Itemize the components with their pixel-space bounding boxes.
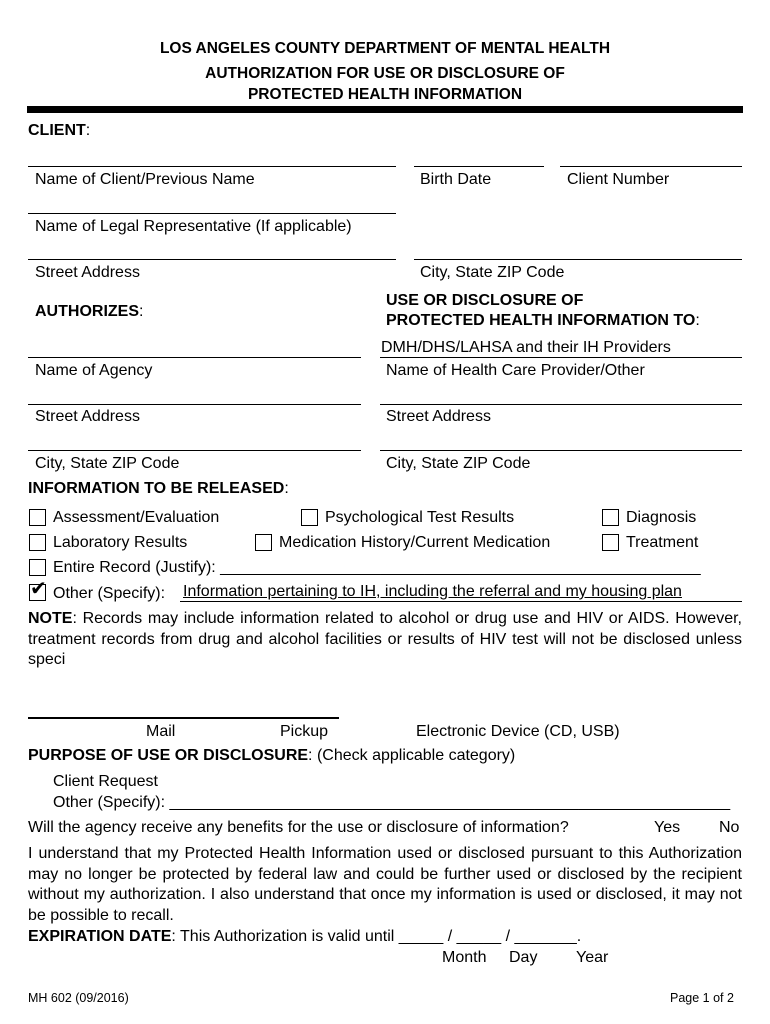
assessment-label: Assessment/Evaluation — [53, 509, 220, 526]
agency-street-label: Street Address — [35, 408, 140, 425]
agency-city-line[interactable] — [28, 450, 361, 451]
legal-rep-line[interactable] — [28, 213, 396, 214]
client-name-label: Name of Client/Previous Name — [35, 171, 255, 188]
client-city-label: City, State ZIP Code — [420, 264, 565, 281]
form-title-line2: AUTHORIZATION FOR USE OR DISCLOSURE OF — [205, 65, 565, 82]
laboratory-label: Laboratory Results — [53, 534, 188, 551]
treatment-label: Treatment — [626, 534, 699, 551]
treatment-checkbox[interactable] — [602, 534, 619, 551]
provider-street-label: Street Address — [386, 408, 491, 425]
medication-checkbox[interactable] — [255, 534, 272, 551]
provider-name-label: Name of Health Care Provider/Other — [386, 362, 645, 379]
agency-name-label: Name of Agency — [35, 362, 153, 379]
page-number: Page 1 of 2 — [670, 991, 734, 1005]
mail-option[interactable]: Mail — [146, 723, 176, 740]
purpose-other-blank[interactable]: _______________________________________________________________ — [169, 794, 731, 811]
diagnosis-checkbox[interactable] — [602, 509, 619, 526]
form-title-line1: LOS ANGELES COUNTY DEPARTMENT OF MENTAL HEALTH — [159, 40, 611, 57]
purpose-label: PURPOSE OF USE OR DISCLOSURE: (Check applicable category) — [28, 747, 516, 764]
client-name-line[interactable] — [28, 166, 396, 167]
disclosure-to-label-line1: USE OR DISCLOSURE OF — [386, 292, 584, 309]
disclosure-to-label-line2: PROTECTED HEALTH INFORMATION TO: — [386, 312, 700, 329]
laboratory-checkbox[interactable] — [29, 534, 46, 551]
client-street-line[interactable] — [28, 259, 396, 260]
entire-record-label: Entire Record (Justify): ______________________________________________________ — [53, 559, 701, 576]
authorizes-label: AUTHORIZES: — [35, 303, 144, 320]
agency-city-label: City, State ZIP Code — [35, 455, 180, 472]
agency-street-line[interactable] — [28, 404, 361, 405]
info-released-label: INFORMATION TO BE RELEASED: — [28, 480, 289, 497]
expiration-month-label: Month — [442, 949, 487, 966]
assessment-checkbox[interactable] — [29, 509, 46, 526]
other-specify-line — [180, 601, 742, 602]
provider-city-line[interactable] — [380, 450, 742, 451]
medication-label: Medication History/Current Medication — [279, 534, 551, 551]
diagnosis-label: Diagnosis — [626, 509, 697, 526]
provider-value[interactable]: DMH/DHS/LAHSA and their IH Providers — [381, 339, 671, 356]
client-section-label: CLIENT: — [28, 122, 91, 139]
delivery-divider — [28, 717, 339, 719]
electronic-device-option[interactable]: Electronic Device (CD, USB) — [416, 723, 620, 740]
other-specify-label: Other (Specify): — [53, 585, 166, 602]
agency-name-line[interactable] — [28, 357, 361, 358]
other-specify-value[interactable]: Information pertaining to IH, including the referral and my housing plan — [183, 583, 682, 600]
legal-rep-label: Name of Legal Representative (If applicable) — [35, 218, 352, 235]
provider-street-line[interactable] — [380, 404, 742, 405]
client-number-line[interactable] — [560, 166, 742, 167]
provider-city-label: City, State ZIP Code — [386, 455, 531, 472]
client-number-label: Client Number — [567, 171, 670, 188]
client-city-line[interactable] — [414, 259, 742, 260]
birth-date-line[interactable] — [414, 166, 544, 167]
benefits-question: Will the agency receive any benefits for the use or disclosure of information? — [28, 819, 569, 836]
benefits-yes-option[interactable]: Yes — [654, 819, 681, 836]
expiration-year-label: Year — [576, 949, 609, 966]
form-title-line3: PROTECTED HEALTH INFORMATION — [247, 86, 523, 103]
benefits-no-option[interactable]: No — [719, 819, 740, 836]
header-divider — [27, 106, 743, 113]
client-street-label: Street Address — [35, 264, 140, 281]
provider-name-line[interactable] — [380, 357, 742, 358]
understand-paragraph: I understand that my Protected Health Information used or disclosed pursuant to this Authorization may no longer be protected by federal law and could be further used or disclosed by the recipient without my authorization. I also understand that once my information is used or disclosed, it may not be possible to recall. — [28, 845, 742, 924]
expiration-line: EXPIRATION DATE: This Authorization is valid until _____ / _____ / _______. — [28, 928, 582, 945]
check-mark-icon: ✔ — [30, 576, 47, 600]
pickup-option[interactable]: Pickup — [280, 723, 329, 740]
client-request-option[interactable]: Client Request — [53, 773, 158, 790]
note-paragraph: NOTE: Records may include information related to alcohol or drug use and HIV or AIDS. However, treatment records from drug and alcohol facilities or results of HIV test will not be disclosed unless speci — [28, 610, 742, 668]
expiration-day-label: Day — [509, 949, 538, 966]
psych-test-checkbox[interactable] — [301, 509, 318, 526]
entire-record-checkbox[interactable] — [29, 559, 46, 576]
entire-record-justify-blank[interactable]: ______________________________________________________ — [220, 559, 701, 576]
psych-test-label: Psychological Test Results — [325, 509, 515, 526]
purpose-other-label: Other (Specify): _______________________________________________________________ — [53, 794, 731, 811]
birth-date-label: Birth Date — [420, 171, 492, 188]
form-id: MH 602 (09/2016) — [28, 991, 129, 1005]
